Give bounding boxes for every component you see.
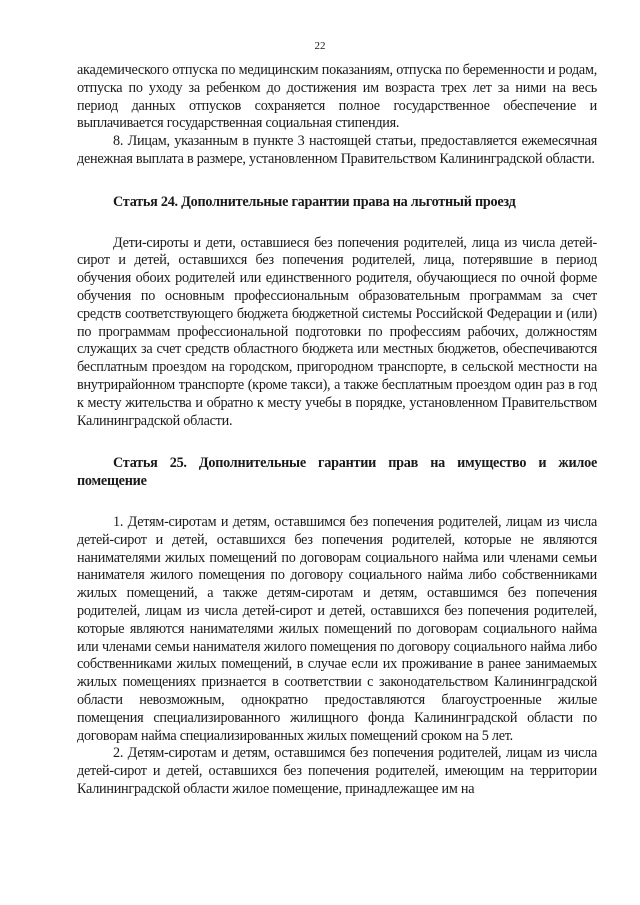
paragraph-item-8: 8. Лицам, указанным в пункте 3 настоящей статьи, предоставляется ежемесячная денежная выплата в размере, установленном Правительством Калининградской области. — [77, 133, 597, 167]
document-body — [77, 62, 597, 799]
article-24-heading: Статья 24. Дополнительные гарантии права на льготный проезд — [113, 193, 516, 210]
article-24-text: Дети-сироты и дети, оставшиеся без попечения родителей, лица из числа детей-сирот и детей, оставшихся без попечения родителей, лица, потерявшие в период обучения обоих родителей или единственного родителя, обучающиеся по очной форме обучения по основным профессиональным образовательным программам за счет средств соответствующего бюджета бюджетной системы Российской Федерации и (или) по программам профессиональной подготовки по профессиям рабочих, должностям служащих за счет средств областного бюджета или местных бюджетов, обеспечиваются бесплатным проездом на городском, пригородном транспорте, в сельской местности на внутрирайонном транспорте (кроме такси), а также бесплатным проездом один раз в год к месту жительства и обратно к месту учебы в порядке, установленном Правительством Калининградской области. — [77, 234, 597, 429]
paragraph-continuation: академического отпуска по медицинским показаниям, отпуска по беременности и родам, отпуска по уходу за ребенком до достижения им возраста трех лет за ними на весь период данных отпусков сохраняется полное государственное обеспечение и выплачивается государственная социальная стипендия. — [77, 62, 597, 132]
article-25-item-2: 2. Детям-сиротам и детям, оставшимся без попечения родителей, лицам из числа детей-сирот и детей, оставшихся без попечения родителей, имеющим на территории Калининградской области жилое помещение, принадлежащее им на — [77, 745, 597, 797]
article-25-item-1: 1. Детям-сиротам и детям, оставшимся без попечения родителей, лицам из числа детей-сирот и детей, оставшихся без попечения родителей, которые не являются нанимателями жилых помещений по договорам социального найма или членами семьи нанимателя жилого помещения по договору социального найма либо собственниками жилых помещений, а также детям-сиротам и детям, оставшимся без попечения родителей, лицам из числа детей-сирот и детей, оставшихся без попечения родителей, которые являются нанимателями жилых помещений по договорам социального найма или членами семьи нанимателя жилого помещения по договору социального найма либо собственниками жилых помещений, в случае если их проживание в ранее занимаемых жилых помещениях признается в соответствии с законодательством Калининградской области невозможным, однократно предоставляются благоустроенные жилые помещения специализированного жилищного фонда Калининградской области по договорам найма специализированных жилых помещений сроком на 5 лет. — [77, 513, 597, 744]
article-25-heading: Статья 25. Дополнительные гарантии прав на имущество и жилое помещение — [77, 455, 597, 490]
page-number: 22 — [314, 40, 326, 52]
